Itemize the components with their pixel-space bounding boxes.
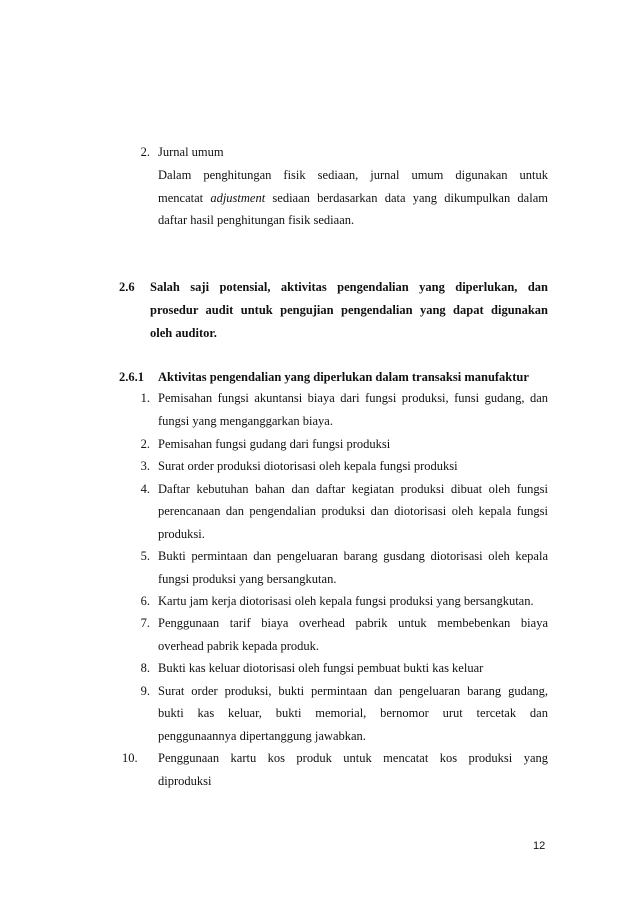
list-number: 8. xyxy=(140,661,150,675)
list-number: 3. xyxy=(140,459,150,473)
subsection-title: Aktivitas pengendalian yang diperlukan dalam transaksi manufaktur xyxy=(158,370,529,384)
section-heading-line: oleh auditor. xyxy=(150,326,217,340)
list-number: 9. xyxy=(140,684,150,698)
list-item-line: perencanaan dan pengendalian produksi dan diotorisasi oleh kepala fungsi xyxy=(158,504,548,518)
page-number: 12 xyxy=(533,840,546,852)
list-item-line: bukti kas keluar, bukti memorial, bernomor urut tercetak dan xyxy=(158,706,548,720)
list-item-line: Bukti kas keluar diotorisasi oleh fungsi pembuat bukti kas keluar xyxy=(158,661,484,675)
list-number: 7. xyxy=(140,616,150,630)
list-item-line: penggunaannya dipertanggung jawabkan. xyxy=(158,729,366,743)
list-item-line: Pemisahan fungsi akuntansi biaya dari fungsi produksi, funsi gudang, dan xyxy=(158,391,548,405)
list-number: 4. xyxy=(140,482,150,496)
emphasis-text: adjustment xyxy=(210,191,266,205)
section-heading-line: prosedur audit untuk pengujian pengendalian yang dapat digunakan xyxy=(150,303,548,317)
list-item-line: produksi. xyxy=(158,527,205,541)
list-item-line: fungsi yang menganggarkan biaya. xyxy=(158,414,333,428)
list-number: 6. xyxy=(140,594,150,608)
paragraph-line xyxy=(158,187,548,210)
list-number: 10. xyxy=(122,751,138,765)
paragraph-line: daftar hasil penghitungan fisik sediaan. xyxy=(158,213,355,227)
list-item-line: Pemisahan fungsi gudang dari fungsi produksi xyxy=(158,437,391,451)
list-item-line: fungsi produksi yang bersangkutan. xyxy=(158,572,337,586)
list-item-line: diproduksi xyxy=(158,774,212,788)
list-item-line: Penggunaan tarif biaya overhead pabrik untuk membebenkan biaya xyxy=(158,616,548,630)
text-span: mencatat xyxy=(158,191,211,205)
list-item-line: Daftar kebutuhan bahan dan daftar kegiatan produksi dibuat oleh fungsi xyxy=(158,482,548,496)
text-span: sediaan berdasarkan data yang dikumpulkan dalam xyxy=(265,191,548,205)
paragraph-line: Dalam penghitungan fisik sediaan, jurnal umum digunakan untuk xyxy=(158,168,548,182)
list-number: 5. xyxy=(140,549,150,563)
list-item-title: Jurnal umum xyxy=(158,145,224,159)
list-item-line: Kartu jam kerja diotorisasi oleh kepala fungsi produksi yang bersangkutan. xyxy=(158,594,534,608)
section-heading-line: Salah saji potensial, aktivitas pengendalian yang diperlukan, dan xyxy=(150,280,548,294)
list-number: 2. xyxy=(140,145,150,159)
list-item-line: overhead pabrik kepada produk. xyxy=(158,639,320,653)
subsection-number: 2.6.1 xyxy=(119,370,144,384)
list-item-line: Penggunaan kartu kos produk untuk mencatat kos produksi yang xyxy=(158,751,548,765)
section-number: 2.6 xyxy=(119,280,135,294)
list-number: 2. xyxy=(140,437,150,451)
list-number: 1. xyxy=(140,391,150,405)
list-item-line: Bukti permintaan dan pengeluaran barang gusdang diotorisasi oleh kepala xyxy=(158,549,548,563)
list-item-line: Surat order produksi, bukti permintaan dan pengeluaran barang gudang, xyxy=(158,684,548,698)
list-item-line: Surat order produksi diotorisasi oleh kepala fungsi produksi xyxy=(158,459,458,473)
